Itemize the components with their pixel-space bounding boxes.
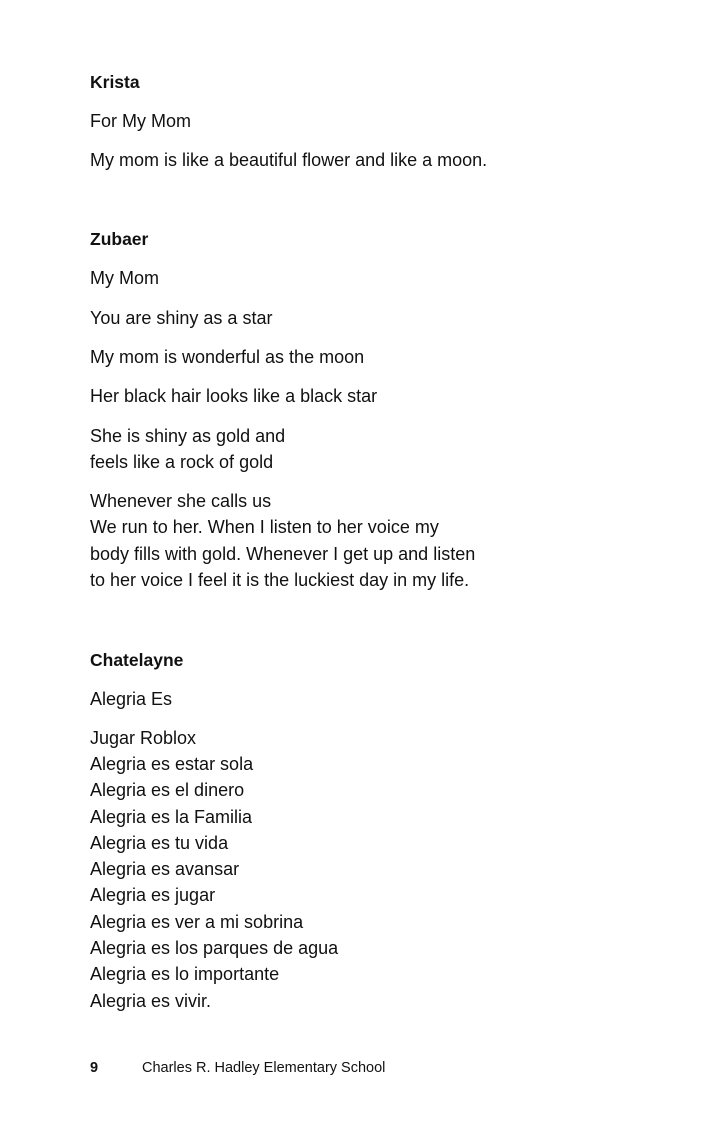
poem-line: My mom is wonderful as the moon — [90, 347, 365, 367]
poem-line: You are shiny as a star — [90, 308, 273, 328]
poem-author: Zubaer — [90, 229, 149, 249]
poem-line: body fills with gold. Whenever I get up and listen — [90, 544, 476, 564]
poem-author: Krista — [90, 72, 140, 92]
poem-title: Alegria Es — [90, 689, 173, 709]
poem-line: My mom is like a beautiful flower and like a moon. — [90, 150, 488, 170]
poem-line: She is shiny as gold and — [90, 426, 286, 446]
poem-line: feels like a rock of gold — [90, 452, 274, 472]
poem-line: Alegria es ver a mi sobrina — [90, 912, 304, 932]
poem-title: For My Mom — [90, 111, 191, 131]
poem-line: Alegria es lo importante — [90, 964, 280, 984]
poem-line: Her black hair looks like a black star — [90, 386, 378, 406]
poem-line: Alegria es jugar — [90, 885, 216, 905]
poem-line: Alegria es avansar — [90, 859, 240, 879]
poem-line: Whenever she calls us — [90, 491, 272, 511]
poem-author: Chatelayne — [90, 650, 184, 670]
poem-line: Alegria es la Familia — [90, 807, 253, 827]
poem-line: We run to her. When I listen to her voice my — [90, 517, 439, 537]
poem-line: Alegria es el dinero — [90, 780, 245, 800]
poem-line: Alegria es los parques de agua — [90, 938, 339, 958]
school-name: Charles R. Hadley Elementary School — [142, 1060, 386, 1076]
poem-line: Alegria es tu vida — [90, 833, 229, 853]
poem-line: Jugar Roblox — [90, 728, 197, 748]
poem-line: Alegria es vivir. — [90, 991, 212, 1011]
poem-title: My Mom — [90, 268, 159, 288]
poem-line: to her voice I feel it is the luckiest day in my life. — [90, 570, 470, 590]
page-number: 9 — [90, 1060, 99, 1076]
poem-line: Alegria es estar sola — [90, 754, 254, 774]
